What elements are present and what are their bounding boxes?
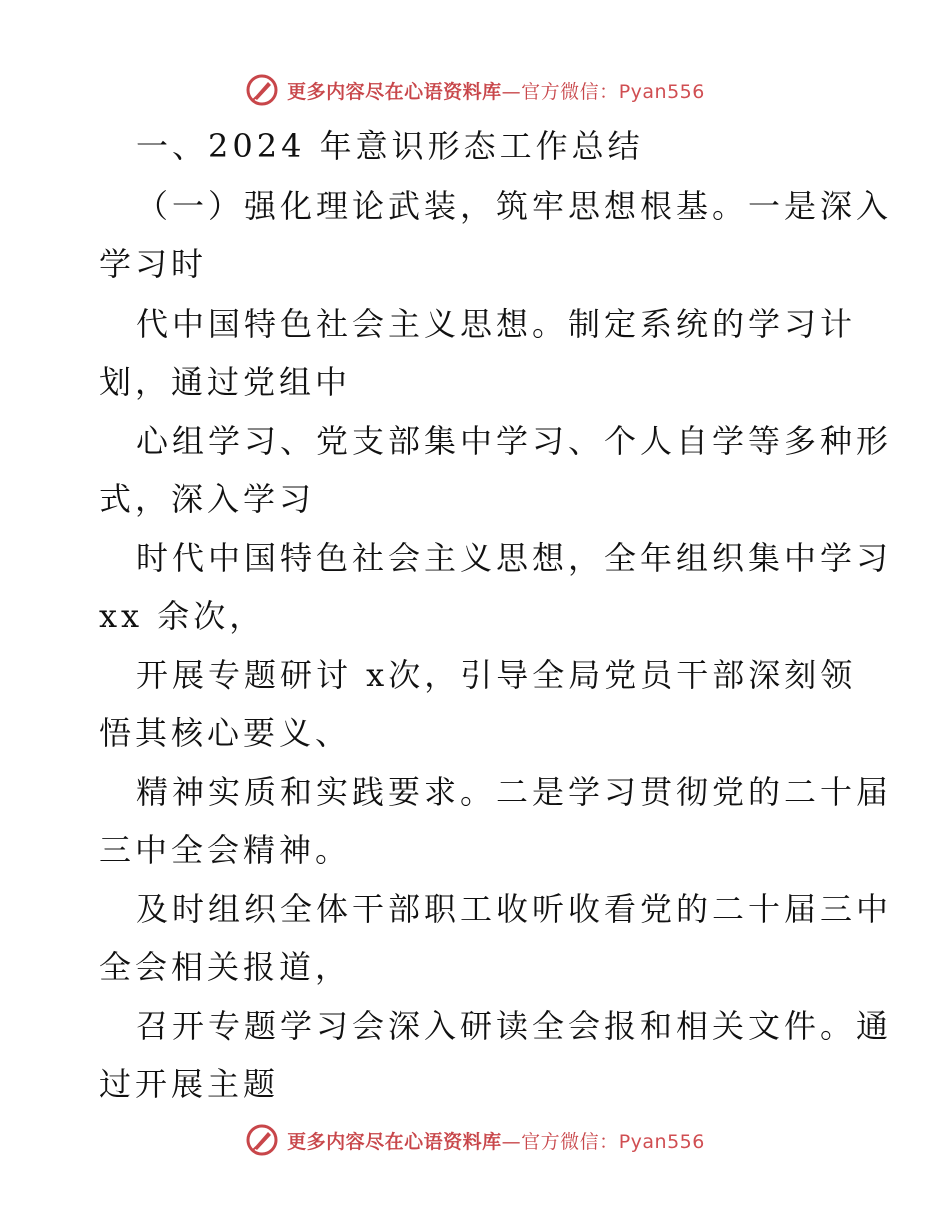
section-heading: 一、2024 年意识形态工作总结: [136, 127, 644, 165]
paragraph-line: 召开专题学习会深入研读全会报和相关文件。通: [136, 1007, 893, 1045]
paragraph-line: 及时组织全体干部职工收听收看党的二十届三中: [136, 890, 893, 928]
paragraph-line: 全会相关报道，: [99, 948, 352, 986]
watermark-dash: —: [501, 80, 522, 103]
watermark-dash: —: [501, 1130, 522, 1153]
watermark-brand: 更多内容尽在心语资料库: [287, 80, 502, 103]
paragraph-line: 心组学习、党支部集中学习、个人自学等多种形: [136, 422, 893, 460]
paragraph-line: 三中全会精神。: [99, 831, 352, 869]
watermark-label: 官方微信：: [521, 80, 619, 103]
paragraph-line: 划，通过党组中: [99, 363, 352, 401]
paragraph-line: 悟其核心要义、: [99, 714, 352, 752]
watermark-wechat-id: Pyan556: [618, 80, 705, 103]
paragraph-line: 代中国特色社会主义思想。制定系统的学习计: [136, 305, 857, 343]
paragraph-line: 学习时: [99, 245, 208, 283]
paragraph-line: xx 余次，: [99, 597, 266, 635]
paragraph-line: 开展专题研讨 x次，引导全局党员干部深刻领: [136, 656, 857, 694]
paragraph-line: （一）强化理论武装，筑牢思想根基。一是深入: [136, 187, 893, 225]
footer-watermark: [0, 1120, 950, 1160]
watermark-brand: 更多内容尽在心语资料库: [287, 1130, 502, 1153]
quill-pen-logo-icon: [245, 1123, 279, 1157]
watermark-label: 官方微信：: [521, 1130, 619, 1153]
paragraph-line: 精神实质和实践要求。二是学习贯彻党的二十届: [136, 773, 893, 811]
watermark-wechat-id: Pyan556: [618, 1130, 705, 1153]
paragraph-line: 式，深入学习: [99, 480, 316, 518]
paragraph-line: 过开展主题: [99, 1065, 280, 1103]
paragraph-line: 时代中国特色社会主义思想，全年组织集中学习: [136, 539, 893, 577]
